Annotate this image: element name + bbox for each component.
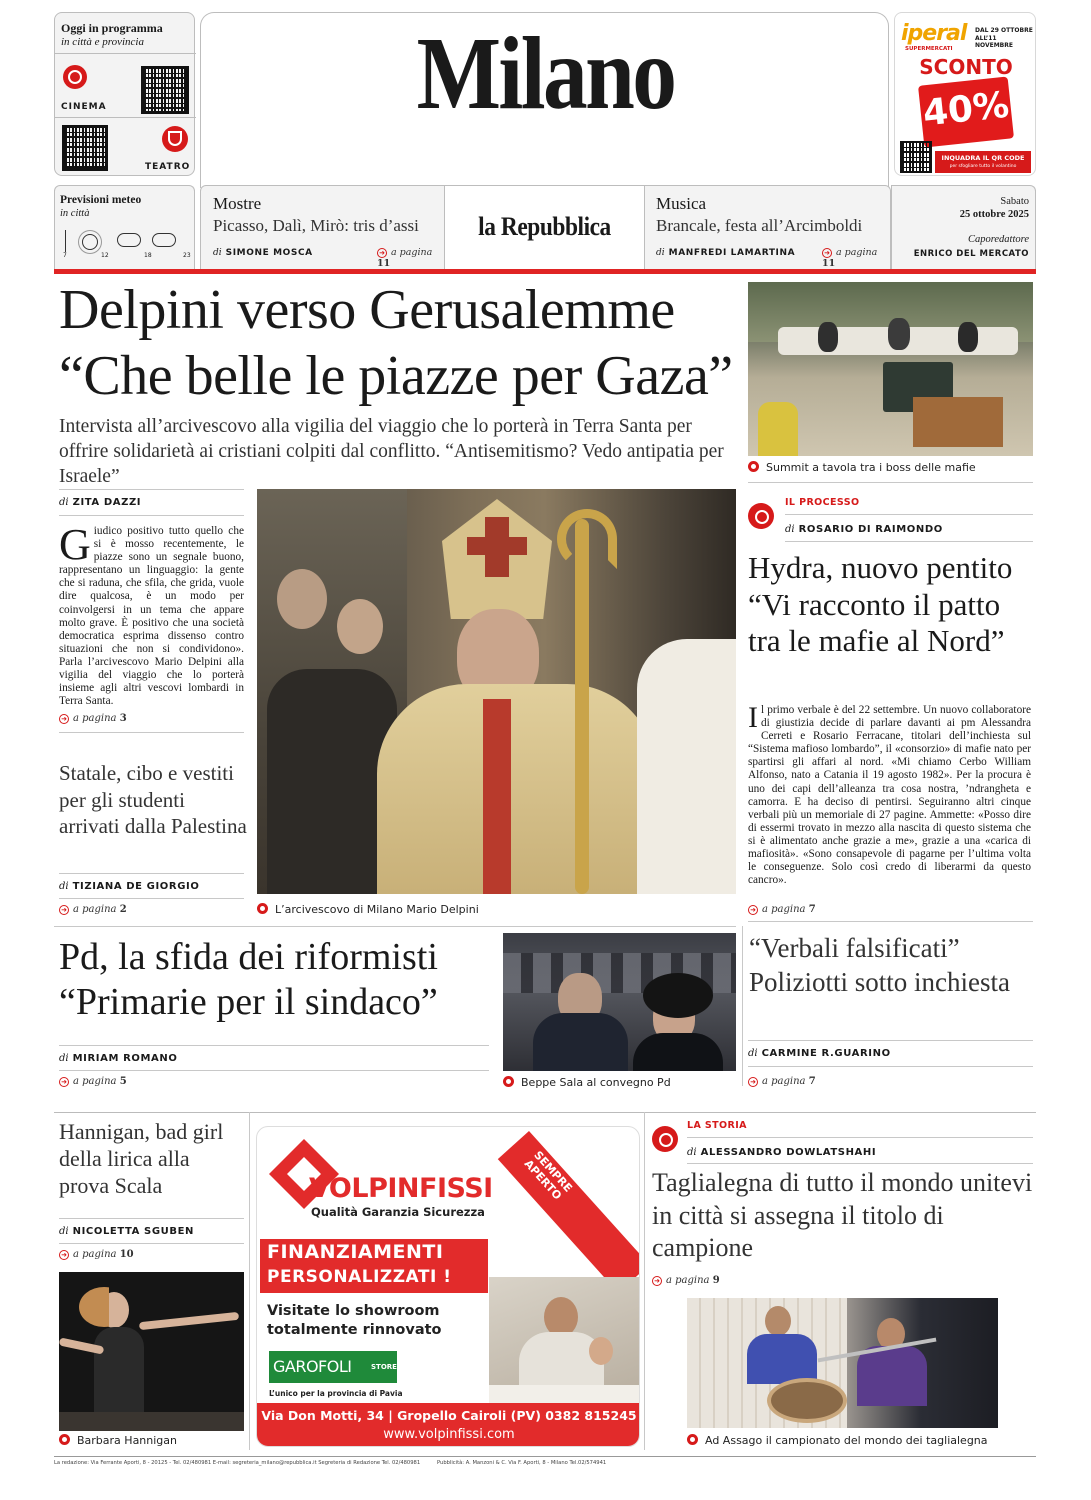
processo-icon [748, 503, 774, 529]
hydra-apag[interactable]: ➜ a pagina 7 [748, 904, 816, 915]
lead-apag[interactable]: ➜ a pagina 3 [59, 713, 127, 724]
volpi-web[interactable]: www.volpinfissi.com [383, 1427, 515, 1442]
hannigan-apag[interactable]: ➜ a pagina 10 [59, 1249, 134, 1260]
volpi-photo [489, 1277, 640, 1405]
lead-headline-1[interactable]: Delpini verso Gerusalemme [59, 279, 675, 341]
musica-author: MANFREDI LAMARTINA [668, 248, 796, 258]
programma-box [54, 12, 195, 176]
hannigan-author: NICOLETTA SGUBEN [72, 1226, 195, 1237]
volpi-showroom-2: totalmente rinnovato [267, 1322, 442, 1338]
camera-icon [257, 903, 268, 914]
masthead-box [200, 12, 889, 188]
lead-headline-2[interactable]: “Che belle le piazze per Gaza” [59, 345, 733, 407]
lead-author: ZITA DAZZI [72, 497, 142, 508]
musica-headline: Brancale, festa all’Arcimboldi [656, 216, 863, 235]
iperal-percent: 40% [920, 84, 1011, 135]
iperal-logo: iperal [901, 21, 967, 46]
programma-title: Oggi in programma [61, 21, 163, 35]
garofoli-logo: GAROFOLI [273, 1357, 352, 1376]
mostre-headline: Picasso, Dalì, Mirò: tris d’assi [213, 216, 419, 235]
hydra-body: Il primo verbale è del 22 settembre. Un nuovo collaboratore di giustizia decide di parlare davanti ai pm Alessandra Cerreti e Rosario Ferracane, titolari dell’inchiesta sul “Sistema mafioso lombardo”, il «consorzio» di mafie nato per spartirsi gli affari al nord. «Mi chiamo Cerbo William Alfonso, nato a Catania il 19 agosto 1982». Per la procura è uno dei capi dell’alleanza tra cosa nostra, ’ndrangheta e camorra. E ha deciso di pentirsi. Seguiranno altri cinque verbali più un memoriale di 27 pagine. Ammette: «Posso dire di essermi trovato in mezzo alla nascita di questo sistema che si è alimentato anche grazie a me», grazie a una «carica di mafiosità». «Sono consapevole di pagarne per l’ultima volta le conseguenze. Solo così credo di liberarmi da questo cancro». [748, 701, 1031, 887]
lead-body: Giudico positivo tutto quello che si è mosso recentemente, le piazze sono un segnale buono, rappresentano un linguaggio: la gente che si raduna, che sfila, che grida, vuole dire qualcosa, è un modo per coinvolgersi in un tema che appare molto grave. È positivo che una società democratica esprima dissenso contro situazioni che non si condividono». Parla l’arcivescovo Mario Delpini alla vigilia del viaggio che lo porterà insieme agli altri vescovi lombardi in Terra Santa. [59, 520, 244, 708]
taglialegna-caption: Ad Assago il campionato del mondo dei taglialegna [687, 1434, 988, 1447]
hydra-author: ROSARIO DI RAIMONDO [798, 524, 943, 535]
storia-headline[interactable]: Taglialegna di tutto il mondo unitevi in città si assegna il titolo di campione [652, 1168, 1033, 1262]
hannigan-caption: Barbara Hannigan [59, 1434, 177, 1447]
temp-7: 7 [63, 252, 67, 259]
footer-redazione: La redazione: Via Ferrante Aporti, 8 - 20125 - Tel. 02/480981 E-mail: segreteria_milano@repubblica.it Segreteria di Redazione Tel. 02/480981 [54, 1460, 421, 1466]
red-divider [54, 269, 1036, 274]
delpini-caption: L’arcivescovo di Milano Mario Delpini [257, 903, 479, 916]
cinema-qr[interactable] [141, 66, 189, 114]
mostre-author: SIMONE MOSCA [225, 248, 313, 258]
repubblica-box [445, 185, 644, 269]
volpi-brand: VOLPINFISSI [309, 1173, 493, 1204]
footer-pubblicita: Pubblicità: A. Manzoni & C. Via F. Aporti, 8 - Milano Tel.02/574941 [437, 1460, 607, 1466]
temp-12: 12 [101, 252, 109, 259]
taglialegna-photo [687, 1298, 998, 1428]
mostre-section: Mostre [213, 194, 262, 213]
teatro-label[interactable]: TEATRO [145, 162, 191, 172]
volpi-banner-1: SABATO [564, 1139, 612, 1189]
mostre-apag[interactable]: ➜ a pagina 11 [377, 247, 433, 269]
musica-box[interactable]: Musica Brancale, festa all’Arcimboldi di MANFREDI LAMARTINA ➜ a pagina 11 [644, 185, 891, 269]
storia-icon [652, 1126, 678, 1152]
storia-apag[interactable]: ➜ a pagina 9 [652, 1275, 720, 1286]
teatro-icon [162, 126, 188, 152]
hannigan-photo [59, 1272, 244, 1431]
processo-kicker: IL PROCESSO [785, 497, 860, 508]
volpi-showroom-1: Visitate lo showroom [267, 1303, 440, 1319]
sala-photo [503, 933, 736, 1071]
temp-23: 23 [183, 252, 191, 259]
temp-bar [65, 230, 66, 252]
date-name: ENRICO DEL MERCATO [913, 249, 1029, 259]
iperal-sconto: SCONTO [919, 55, 1013, 79]
volpi-banner-2: SEMPRE APERTO [521, 1148, 575, 1203]
temp-18: 18 [144, 252, 152, 259]
lead-dropcap: G [59, 520, 91, 569]
ad-volpinfissi[interactable]: VOLPINFISSI Qualità Garanzia Sicurezza SABATO SEMPRE APERTO FINANZIAMENTI PERSONALIZZATI ! Visitate lo showroom totalmente rinnovato GAROFOLI STORE L’unico per la provincia di Pavia Via Don Motti, 34 | Gropello Cairoli (PV) 0382 815245 www.volpinfissi.com [256, 1126, 640, 1447]
storia-author: ALESSANDRO DOWLATSHAHI [700, 1147, 877, 1158]
statale-apag[interactable]: ➜ a pagina 2 [59, 904, 127, 915]
volpi-tagline: Qualità Garanzia Sicurezza [311, 1205, 485, 1219]
date-box [891, 185, 1036, 269]
mostre-box[interactable]: Mostre Picasso, Dalì, Mirò: tris d’assi di SIMONE MOSCA ➜ a pagina 11 [200, 185, 445, 269]
mafie-photo [748, 282, 1033, 456]
storia-kicker: LA STORIA [687, 1120, 747, 1131]
volpi-fin-2: PERSONALIZZATI ! [267, 1267, 452, 1287]
verbali-author: CARMINE R.GUARINO [761, 1048, 891, 1059]
pd-author: MIRIAM ROMANO [72, 1053, 178, 1064]
repubblica-logo: la Repubblica [478, 212, 611, 241]
hydra-headline[interactable]: Hydra, nuovo pentito “Vi racconto il patto tra le mafie al Nord” [748, 550, 1013, 658]
meteo-box [54, 185, 195, 269]
verbali-headline-2[interactable]: Poliziotti sotto inchiesta [749, 967, 1010, 997]
verbali-apag[interactable]: ➜ a pagina 7 [748, 1076, 816, 1087]
cloud-sun-icon [117, 233, 141, 247]
statale-headline[interactable]: Statale, cibo e vestiti per gli studenti arrivati dalla Palestina [59, 761, 247, 838]
cinema-icon [63, 65, 87, 89]
date-date: 25 ottobre 2025 [959, 209, 1029, 220]
camera-icon [687, 1434, 698, 1445]
camera-icon [748, 461, 759, 472]
pd-headline-2[interactable]: “Primarie per il sindaco” [59, 981, 438, 1023]
musica-section: Musica [656, 194, 707, 213]
sala-caption: Beppe Sala al convegno Pd [503, 1076, 671, 1089]
masthead-title: Milano [416, 16, 675, 131]
hydra-dropcap: I [748, 701, 758, 734]
date-role: Caporedattore [967, 234, 1029, 245]
volpi-fin-1: FINANZIAMENTI [267, 1241, 444, 1263]
iperal-qr[interactable] [900, 141, 932, 173]
mafie-caption: Summit a tavola tra i boss delle mafie [748, 461, 976, 474]
pd-apag[interactable]: ➜ a pagina 5 [59, 1076, 127, 1087]
delpini-photo [257, 489, 736, 894]
musica-apag[interactable]: ➜ a pagina 11 [822, 247, 878, 269]
sun-icon [82, 234, 98, 250]
date-day: Sabato [1000, 196, 1029, 207]
verbali-headline-1[interactable]: “Verbali falsificati” [749, 933, 960, 963]
teatro-qr[interactable] [62, 125, 108, 171]
volpi-unico: L’unico per la provincia di Pavia [269, 1389, 403, 1398]
cinema-label[interactable]: CINEMA [61, 102, 107, 112]
meteo-title: Previsioni meteo [60, 194, 142, 206]
volpi-address: Via Don Motti, 34 | Gropello Cairoli (PV) 0382 815245 [261, 1408, 637, 1423]
meteo-subtitle: in città [60, 208, 90, 219]
hannigan-headline[interactable]: Hannigan, bad girl della lirica alla prova Scala [59, 1119, 224, 1198]
ad-iperal[interactable]: iperal SUPERMERCATI DAL 29 OTTOBRE ALL’11 NOVEMBRE SCONTO 40% INQUADRA IL QR CODE per sfogliare tutto il volantino [894, 12, 1036, 176]
camera-icon [503, 1076, 514, 1087]
lead-deck: Intervista all’arcivescovo alla vigilia del viaggio che lo porterà in Terra Santa per offrire solidarietà ai cristiani colpiti dal conflitto. “Antisemitismo? Vedo antipatia per Israele” [59, 416, 724, 487]
camera-icon [59, 1434, 70, 1445]
pd-headline-1[interactable]: Pd, la sfida dei riformisti [59, 936, 438, 978]
statale-author: TIZIANA DE GIORGIO [72, 881, 200, 892]
cloud-sun-icon [152, 233, 176, 247]
programma-subtitle: in città e provincia [61, 36, 144, 48]
